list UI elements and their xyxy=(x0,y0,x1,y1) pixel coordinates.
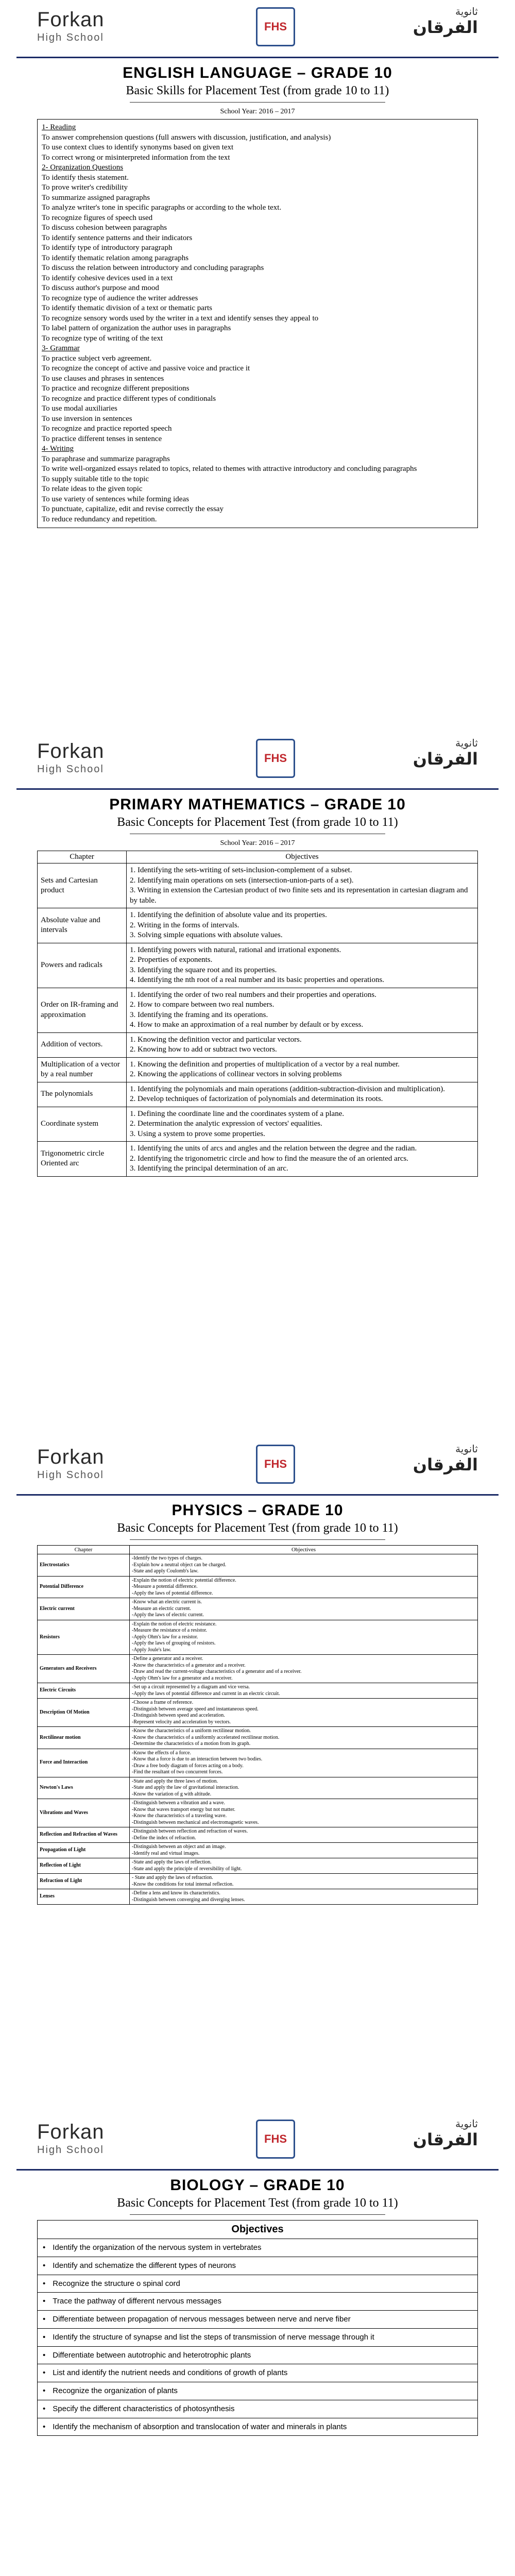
english-page xyxy=(0,0,515,732)
logo-text: FHS xyxy=(264,1458,287,1470)
objective-item: -Know the effects of a force. xyxy=(132,1750,191,1756)
objective-item: 1. Knowing the definition vector and particular vectors. xyxy=(130,1035,302,1044)
objectives-cell xyxy=(127,1082,478,1107)
objective-item: • Identify the structure of synapse and list the steps of transmission of nerve message through it xyxy=(38,2328,478,2346)
objective-item: -Apply Ohm's law for a generator and a receiver. xyxy=(132,1675,233,1681)
objectives-cell xyxy=(130,1858,478,1874)
chapter-cell: Description Of Motion xyxy=(38,1699,130,1727)
objective-item: 3. Using a system to prove some properties. xyxy=(130,1129,265,1138)
objectives-cell xyxy=(127,1107,478,1142)
chapter-cell: Addition of vectors. xyxy=(38,1032,127,1057)
objectives-cell xyxy=(130,1889,478,1905)
objectives-cell xyxy=(127,943,478,988)
chapter-cell: Resistors xyxy=(38,1620,130,1655)
objective-item: -Apply the laws of potential difference and current in an electric circuit. xyxy=(132,1690,280,1697)
skill-item: To identify cohesive devices used in a text xyxy=(42,274,173,282)
skill-item: To paraphrase and summarize paragraphs xyxy=(42,454,170,463)
table-row xyxy=(38,2275,478,2293)
math-page xyxy=(0,732,515,1437)
table-row xyxy=(38,1057,478,1082)
skill-item: To discuss the relation between introductory and concluding paragraphs xyxy=(42,264,264,272)
objectives-cell xyxy=(130,1683,478,1699)
chapter-cell: Rectilinear motion xyxy=(38,1727,130,1749)
skill-item: To identify thematic division of a text or thematic parts xyxy=(42,304,212,312)
school-logo xyxy=(256,1445,295,1484)
objective-item: -Measure a potential difference. xyxy=(132,1584,198,1589)
objective-item: 2. Identifying the trigonometric circle and how to find the measure the of an oriented arcs. xyxy=(130,1154,409,1163)
arabic-name xyxy=(413,5,478,37)
objective-item: 2. How to compare between two real numbers. xyxy=(130,1001,274,1009)
skill-item: To reduce redundancy and repetition. xyxy=(42,515,157,523)
skill-item: To use clauses and phrases in sentences xyxy=(42,374,164,383)
section-heading: 2- Organization Questions xyxy=(42,163,124,172)
objective-item: -Identify real and virtual images. xyxy=(132,1850,200,1856)
table-row xyxy=(38,2382,478,2400)
chapter-cell: Reflection and Refraction of Waves xyxy=(38,1827,130,1843)
page-subtitle: Basic Concepts for Placement Test (from grade 10 to 11) xyxy=(117,816,398,829)
objectives-cell xyxy=(127,1142,478,1177)
school-brand xyxy=(37,741,105,775)
skill-item: To relate ideas to the given topic xyxy=(42,485,143,493)
objective-item: -Measure the resistance of a resistor. xyxy=(132,1628,208,1633)
objective-item: -Apply the laws of electric current. xyxy=(132,1612,204,1618)
skill-item: To recognize the concept of active and passive voice and practice it xyxy=(42,364,250,372)
skill-item: To use modal auxiliaries xyxy=(42,404,117,413)
logo-text: FHS xyxy=(264,752,287,765)
section-heading: 1- Reading xyxy=(42,123,76,131)
objectives-cell xyxy=(130,1576,478,1598)
arabic-name xyxy=(413,1443,478,1475)
table-row xyxy=(38,2418,478,2436)
skill-item: To discuss cohesion between paragraphs xyxy=(42,224,167,232)
objective-item: 2. Knowing the applications of collinear vectors in solving problems xyxy=(130,1070,342,1078)
table-row xyxy=(38,1598,478,1620)
table-row xyxy=(38,1620,478,1655)
objectives-cell xyxy=(130,1699,478,1727)
objective-item: -Know the variation of g with altitude. xyxy=(132,1791,212,1797)
chapter-cell: Powers and radicals xyxy=(38,943,127,988)
school-brand xyxy=(37,1447,105,1481)
subtitle-rule xyxy=(130,1539,385,1540)
skill-item: To write well-organized essays related to topics, related to themes with attractive introductory and concluding paragraphs xyxy=(42,465,417,473)
objectives-cell xyxy=(130,1843,478,1858)
objective-item: • Differentiate between autotrophic and heterotrophic plants xyxy=(38,2346,478,2364)
objective-item: 1. Knowing the definition and properties of multiplication of a vector by a real number. xyxy=(130,1060,400,1069)
col-chapter: Chapter xyxy=(38,1546,130,1554)
table-row xyxy=(38,1142,478,1177)
arabic-name xyxy=(413,2117,478,2149)
chapter-cell: Newton's Laws xyxy=(38,1777,130,1799)
brand-sub: High School xyxy=(37,2144,104,2156)
chapter-cell: Trigonometric circle Oriented arc xyxy=(38,1142,127,1177)
objective-item: 4. Identifying the nth root of a real number and its basic properties and operations. xyxy=(130,976,385,984)
objective-item: 3. Identifying the square root and its properties. xyxy=(130,965,277,974)
arabic-top: ثانوية xyxy=(455,737,478,749)
objective-item: • Identify and schematize the different types of neurons xyxy=(38,2257,478,2275)
section-heading: 3- Grammar xyxy=(42,344,80,352)
skill-item: To identify type of introductory paragraph xyxy=(42,244,173,252)
school-logo xyxy=(256,2120,295,2159)
objective-item: -Distinguish between average speed and instantaneous speed. xyxy=(132,1706,259,1712)
objective-item: -State and apply the principle of reversibility of light. xyxy=(132,1866,242,1872)
table-row xyxy=(38,863,478,908)
school-logo xyxy=(256,7,295,46)
skill-item: To recognize and practice different types of conditionals xyxy=(42,394,216,403)
brand-name: Forkan xyxy=(37,1446,105,1468)
arabic-top: ثانوية xyxy=(455,1443,478,1455)
objectives-cell xyxy=(130,1874,478,1889)
objective-item: -Find the resultant of two concurrent forces. xyxy=(132,1769,223,1775)
objective-item: -Know that a force is due to an interaction between two bodies. xyxy=(132,1756,263,1762)
school-year: School Year: 2016 – 2017 xyxy=(220,839,295,847)
arabic-main: الفرقان xyxy=(413,2130,478,2149)
page-subtitle: Basic Skills for Placement Test (from grade 10 to 11) xyxy=(126,84,389,97)
logo-text: FHS xyxy=(264,2132,287,2145)
chapter-cell: The polynomials xyxy=(38,1082,127,1107)
table-row xyxy=(38,2293,478,2311)
biology-table xyxy=(37,2220,478,2436)
objective-item: -Explain the notion of electric resistance. xyxy=(132,1621,217,1627)
table-row xyxy=(38,1727,478,1749)
objective-item: 1. Identifying the sets-writing of sets-inclusion-complement of a subset. xyxy=(130,866,352,874)
skill-item: To practice and recognize different prepositions xyxy=(42,384,190,393)
objective-item: -Apply Joule's law. xyxy=(132,1647,171,1653)
table-row xyxy=(38,1858,478,1874)
chapter-cell: Lenses xyxy=(38,1889,130,1905)
logo-text: FHS xyxy=(264,20,287,33)
objective-item: -Draw a free body diagram of forces acting on a body. xyxy=(132,1762,244,1769)
objective-item: 3. Solving simple equations with absolute values. xyxy=(130,931,283,939)
objective-item: 2. Identifying main operations on sets (intersection-union-parts of a set). xyxy=(130,876,354,885)
arabic-main: الفرقان xyxy=(413,749,478,769)
brand-name: Forkan xyxy=(37,2121,105,2143)
objectives-cell xyxy=(130,1554,478,1577)
objective-item: -Know that waves transport energy but not matter. xyxy=(132,1806,235,1812)
objective-item: - State and apply the laws of refraction. xyxy=(132,1875,213,1880)
objectives-cell xyxy=(130,1620,478,1655)
skill-item: To summarize assigned paragraphs xyxy=(42,193,150,202)
table-row xyxy=(38,1749,478,1777)
col-objectives: Objectives xyxy=(130,1546,478,1554)
objective-item: 1. Defining the coordinate line and the coordinates system of a plane. xyxy=(130,1109,345,1118)
school-brand xyxy=(37,2122,105,2156)
skill-item: To recognize figures of speech used xyxy=(42,213,153,222)
objective-item: • List and identify the nutrient needs and conditions of growth of plants xyxy=(38,2364,478,2382)
table-row xyxy=(38,2311,478,2329)
chapter-cell: Absolute value and intervals xyxy=(38,908,127,943)
page-header xyxy=(37,0,478,57)
table-row xyxy=(38,2364,478,2382)
brand-sub: High School xyxy=(37,32,104,43)
chapter-cell: Generators and Receivers xyxy=(38,1655,130,1683)
physics-page xyxy=(0,1437,515,2112)
objectives-cell xyxy=(130,1777,478,1799)
arabic-main: الفرقان xyxy=(413,18,478,37)
objective-item: -Set up a circuit represented by a diagram and vice versa. xyxy=(132,1684,250,1690)
chapter-cell: Propagation of Light xyxy=(38,1843,130,1858)
table-row xyxy=(38,988,478,1032)
skill-item: To identify thesis statement. xyxy=(42,173,129,182)
table-row xyxy=(38,2400,478,2418)
chapter-cell: Refraction of Light xyxy=(38,1874,130,1889)
header-rule xyxy=(16,788,499,790)
arabic-top: ثانوية xyxy=(455,2117,478,2130)
objectives-cell xyxy=(130,1727,478,1749)
page-header xyxy=(37,1437,478,1494)
page-title: PHYSICS – GRADE 10 xyxy=(171,1502,344,1519)
objective-item: -Define a lens and know its characteristics. xyxy=(132,1890,220,1896)
objective-item: 2. Properties of exponents. xyxy=(130,956,213,964)
objective-item: -Define a generator and a receiver. xyxy=(132,1656,203,1662)
objective-item: -Measure an electric current. xyxy=(132,1605,191,1612)
chapter-cell: Reflection of Light xyxy=(38,1858,130,1874)
objective-item: 1. Identifying the definition of absolute value and its properties. xyxy=(130,911,327,919)
chapter-cell: Multiplication of a vector by a real number xyxy=(38,1057,127,1082)
math-table xyxy=(37,851,478,1177)
skill-item: To recognize type of writing of the text xyxy=(42,334,163,343)
objectives-cell xyxy=(127,1057,478,1082)
table-row xyxy=(38,1874,478,1889)
table-row xyxy=(38,908,478,943)
arabic-main: الفرقان xyxy=(413,1455,478,1475)
objective-item: 2. Writing in the forms of intervals. xyxy=(130,921,239,929)
objective-item: -State and apply Coulomb's law. xyxy=(132,1568,199,1574)
table-row xyxy=(38,1699,478,1727)
objective-item: -State and apply the three laws of motion. xyxy=(132,1778,218,1784)
objective-item: 2. Knowing how to add or subtract two vectors. xyxy=(130,1045,277,1054)
page-subtitle: Basic Concepts for Placement Test (from grade 10 to 11) xyxy=(117,1521,398,1535)
objective-item: -Know the characteristics of a uniformly accelerated rectilinear motion. xyxy=(132,1734,280,1740)
chapter-cell: Coordinate system xyxy=(38,1107,127,1142)
objective-item: • Identify the mechanism of absorption and translocation of water and minerals in plants xyxy=(38,2418,478,2436)
chapter-cell: Sets and Cartesian product xyxy=(38,863,127,908)
objective-item: 2. Determination the analytic expression of vectors' equalities. xyxy=(130,1120,322,1128)
objective-item: • Recognize the structure o spinal cord xyxy=(38,2275,478,2293)
table-row xyxy=(38,1576,478,1598)
objective-item: -Determine the characteristics of a motion from its graph. xyxy=(132,1741,251,1747)
school-brand xyxy=(37,9,105,44)
objective-item: -Apply the laws of potential difference. xyxy=(132,1590,213,1596)
objective-item: • Differentiate between propagation of nervous messages between nerve and nerve fiber xyxy=(38,2311,478,2329)
physics-table xyxy=(37,1545,478,1905)
chapter-cell: Potential Difference xyxy=(38,1576,130,1598)
objective-item: -Explain the notion of electric potential difference. xyxy=(132,1577,236,1583)
table-row xyxy=(38,943,478,988)
brand-sub: High School xyxy=(37,764,104,775)
objectives-cell xyxy=(127,908,478,943)
table-row xyxy=(38,1799,478,1827)
table-row xyxy=(38,1843,478,1858)
objective-item: -Choose a frame of reference. xyxy=(132,1700,194,1705)
table-row xyxy=(38,1082,478,1107)
header-rule xyxy=(16,57,499,58)
objective-item: -State and apply the law of gravitational interaction. xyxy=(132,1785,239,1790)
brand-name: Forkan xyxy=(37,8,105,31)
objective-item: -Know the characteristics of a generator and a receiver. xyxy=(132,1662,246,1668)
page-title: PRIMARY MATHEMATICS – GRADE 10 xyxy=(109,796,406,813)
skill-item: To analyze writer's tone in specific paragraphs or according to the whole text. xyxy=(42,204,282,212)
objectives-cell xyxy=(127,1032,478,1057)
page-header xyxy=(37,2112,478,2169)
table-row xyxy=(38,2346,478,2364)
objective-item: 1. Identifying the units of arcs and angles and the relation between the degree and the radian. xyxy=(130,1144,417,1153)
objective-item: • Specify the different characteristics of photosynthesis xyxy=(38,2400,478,2418)
subtitle-rule xyxy=(130,2214,385,2215)
objective-item: 3. Identifying the principal determination of an arc. xyxy=(130,1164,288,1173)
subtitle-rule xyxy=(130,102,385,103)
page-subtitle: Basic Concepts for Placement Test (from grade 10 to 11) xyxy=(117,2196,398,2210)
skill-item: To identify sentence patterns and their indicators xyxy=(42,233,193,242)
skill-item: To use context clues to identify synonyms based on given text xyxy=(42,143,234,151)
table-row xyxy=(38,1032,478,1057)
skill-item: To discuss author's purpose and mood xyxy=(42,284,159,292)
objective-item: -Distinguish between an object and an image. xyxy=(132,1844,226,1850)
objective-item: -Know the conditions for total internal reflection. xyxy=(132,1881,234,1887)
objective-item: -Explain how a neutral object can be charged. xyxy=(132,1562,227,1568)
objectives-cell xyxy=(130,1749,478,1777)
skill-item: To prove writer's credibility xyxy=(42,183,128,192)
biology-page xyxy=(0,2112,515,2576)
table-row xyxy=(38,1683,478,1699)
table-row xyxy=(38,1107,478,1142)
skill-item: To label pattern of organization the author uses in paragraphs xyxy=(42,324,231,332)
objective-item: -Distinguish between speed and acceleration. xyxy=(132,1713,225,1718)
objectives-cell xyxy=(127,988,478,1032)
objective-item: 2. Develop techniques of factorization of polynomials and determination its roots. xyxy=(130,1095,383,1103)
objective-item: -Apply the laws of grouping of resistors. xyxy=(132,1640,216,1646)
table-row xyxy=(38,1777,478,1799)
objectives-cell xyxy=(130,1598,478,1620)
chapter-cell: Electrostatics xyxy=(38,1554,130,1577)
objective-item: 1. Identifying the order of two real numbers and their properties and operations. xyxy=(130,990,377,999)
page-title: ENGLISH LANGUAGE – GRADE 10 xyxy=(123,64,392,81)
col-objectives: Objectives xyxy=(127,851,478,863)
objective-item: • Recognize the organization of plants xyxy=(38,2382,478,2400)
objective-item: 1. Identifying powers with natural, rational and irrational exponents. xyxy=(130,945,341,954)
objective-item: -Identify the two types of charges. xyxy=(132,1555,202,1561)
table-row xyxy=(38,2257,478,2275)
page-title: BIOLOGY – GRADE 10 xyxy=(170,2177,345,2194)
chapter-cell: Force and Interaction xyxy=(38,1749,130,1777)
brand-name: Forkan xyxy=(37,740,105,762)
chapter-cell: Vibrations and Waves xyxy=(38,1799,130,1827)
objectives-cell xyxy=(130,1799,478,1827)
skill-item: To answer comprehension questions (full answers with discussion, justification, and analysis) xyxy=(42,133,331,142)
objective-item: -Draw and read the current-voltage characteristics of a generator and of a receiver. xyxy=(132,1669,302,1674)
objective-item: -Distinguish between mechanical and electromagnetic waves. xyxy=(132,1819,259,1825)
skill-item: To supply suitable title to the topic xyxy=(42,474,149,483)
objective-item: 3. Identifying the framing and its operations. xyxy=(130,1010,268,1019)
chapter-cell: Electric current xyxy=(38,1598,130,1620)
header-rule xyxy=(16,1494,499,1496)
skill-item: To recognize and practice reported speech xyxy=(42,425,172,433)
objective-item: -Distinguish between a vibration and a wave. xyxy=(132,1800,225,1806)
table-row xyxy=(38,1655,478,1683)
objective-item: -Know the characteristics of a uniform rectilinear motion. xyxy=(132,1728,251,1734)
arabic-name xyxy=(413,737,478,769)
page-header xyxy=(37,732,478,788)
objective-item: -Represent velocity and acceleration by vectors. xyxy=(132,1719,231,1725)
chapter-cell: Electric Circuits xyxy=(38,1683,130,1699)
chapter-cell: Order on IR-framing and approximation xyxy=(38,988,127,1032)
objective-item: -Distinguish between reflection and refraction of waves. xyxy=(132,1828,248,1834)
arabic-top: ثانوية xyxy=(455,5,478,18)
objectives-cell xyxy=(130,1655,478,1683)
skill-item: To practice subject verb agreement. xyxy=(42,354,152,363)
objective-item: -Apply Ohm's law for a resistor. xyxy=(132,1634,198,1640)
skill-item: To use variety of sentences while forming ideas xyxy=(42,495,189,503)
skill-item: To recognize sensory words used by the writer in a text and identify senses they appeal to xyxy=(42,314,319,323)
skill-item: To use inversion in sentences xyxy=(42,414,132,423)
objective-item: -Know the characteristics of a traveling wave. xyxy=(132,1813,227,1819)
objectives-cell xyxy=(127,863,478,908)
table-row xyxy=(38,1889,478,1905)
school-logo xyxy=(256,739,295,778)
skills-box xyxy=(37,119,478,528)
objectives-cell xyxy=(130,1827,478,1843)
skill-item: To punctuate, capitalize, edit and revise correctly the essay xyxy=(42,505,224,513)
objective-item: -State and apply the laws of reflection. xyxy=(132,1859,212,1865)
table-row xyxy=(38,1554,478,1577)
col-chapter: Chapter xyxy=(38,851,127,863)
table-row xyxy=(38,2239,478,2257)
skill-item: To practice different tenses in sentence xyxy=(42,434,162,443)
header-rule xyxy=(16,2169,499,2171)
brand-sub: High School xyxy=(37,1469,104,1481)
skill-item: To correct wrong or misinterpreted information from the text xyxy=(42,153,230,162)
skill-item: To recognize type of audience the writer addresses xyxy=(42,294,198,302)
objective-item: • Identify the organization of the nervous system in vertebrates xyxy=(38,2239,478,2257)
objective-item: 1. Identifying the polynomials and main operations (addition-subtraction-division and multiplication). xyxy=(130,1084,445,1093)
objective-item: • Trace the pathway of different nervous messages xyxy=(38,2293,478,2311)
col-objectives: Objectives xyxy=(38,2221,478,2239)
school-year: School Year: 2016 – 2017 xyxy=(220,108,295,115)
skill-item: To identify thematic relation among paragraphs xyxy=(42,253,189,262)
objective-item: 4. How to make an approximation of a real number by default or by excess. xyxy=(130,1021,364,1029)
objective-item: -Know what an electric current is. xyxy=(132,1599,202,1605)
section-heading: 4- Writing xyxy=(42,445,74,453)
objective-item: -Define the index of refraction. xyxy=(132,1835,196,1841)
table-row xyxy=(38,1827,478,1843)
objective-item: 3. Writing in extension the Cartesian product of two finite sets and its representation in cartesian diagram and by table. xyxy=(130,886,468,905)
table-row xyxy=(38,2328,478,2346)
objective-item: -Distinguish between converging and diverging lenses. xyxy=(132,1896,245,1903)
